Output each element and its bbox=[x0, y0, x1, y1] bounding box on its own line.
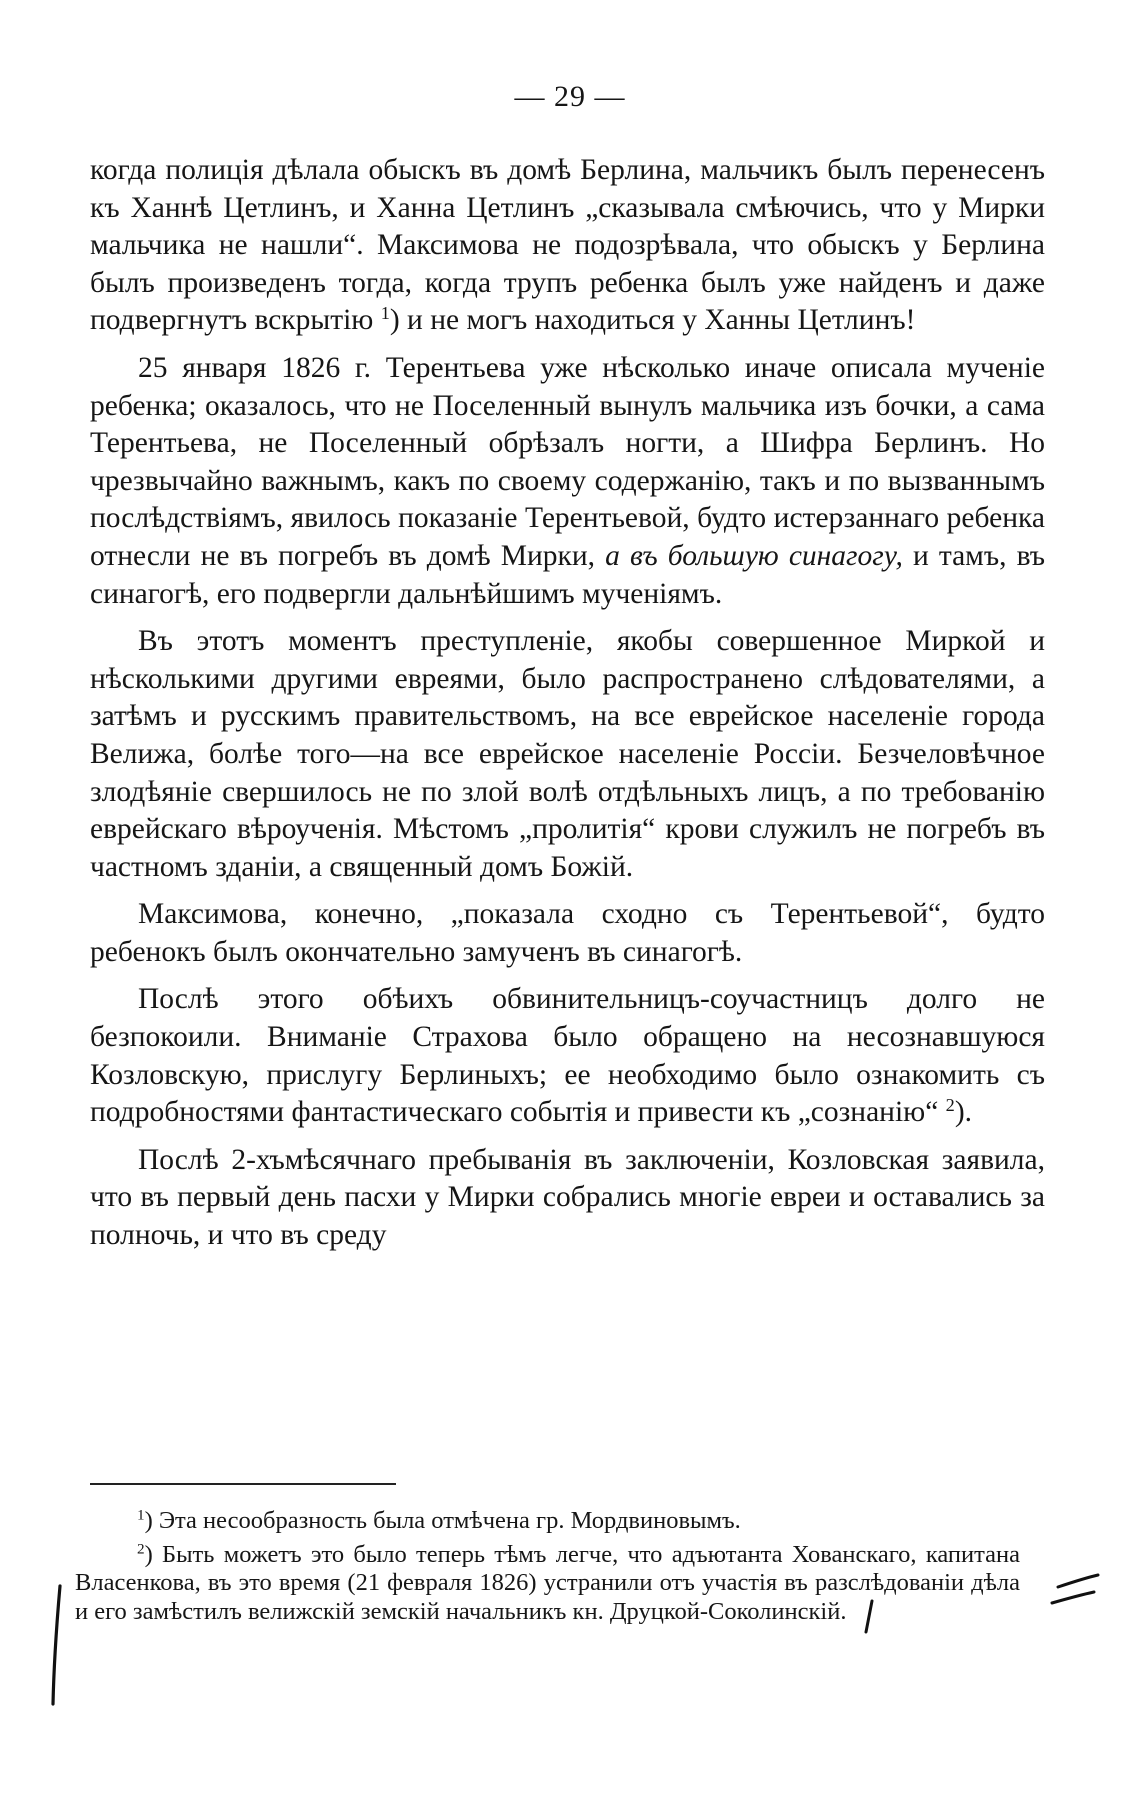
paragraph-5-text: Послѣ этого обѣихъ обвинительницъ-соучастницъ долго не безпокоили. Вниманіе Страхова было обращено на несознавшуюся Козловскую, прислугу Берлиныхъ; ее необходимо было ознакомить съ подробностями фантастическаго событія и привести къ „сознанію“ bbox=[90, 983, 1045, 1129]
paragraph-2 bbox=[90, 350, 1045, 613]
paragraph-1-tail: ) и не могъ находиться у Ханны Цетлинъ! bbox=[389, 304, 916, 337]
footnote-1-mark: 1 bbox=[137, 1506, 145, 1524]
footnotes bbox=[75, 1507, 1020, 1631]
paragraph-2-italic: а въ большую синагогу, bbox=[605, 539, 903, 572]
paragraph-2-text-b: и тамъ, въ синагогѣ, его подвергли дальнѣйшимъ мученіямъ. bbox=[90, 539, 1046, 610]
footnote-divider bbox=[90, 1483, 396, 1485]
footnote-ref-1: 1 bbox=[380, 303, 390, 324]
body-text bbox=[90, 152, 1045, 1265]
left-margin-pencil-mark bbox=[53, 1586, 60, 1704]
paragraph-3: Въ этотъ моментъ преступленіе, якобы совершенное Миркой и нѣсколькими другими евреями, было распространено слѣдователями, а затѣмъ и русскимъ правительствомъ, на все еврейское населеніе города Велижа, болѣе того—на все еврейское населеніе Россіи. Безчеловѣчное злодѣяніе свершилось не по злой волѣ отдѣльныхъ лицъ, а по требованію еврейскаго вѣроученія. Мѣстомъ „пролитія“ крови служилъ не погребъ въ частномъ зданіи, а священный домъ Божій. bbox=[90, 625, 1045, 883]
footnote-2-text: ) Быть можетъ это было теперь тѣмъ легче, что адъютанта Хованскаго, капитана Власенкова, въ это время (21 февраля 1826) устранили отъ участія въ разслѣдованіи дѣла и его замѣстилъ велижскій земскій начальникъ кн. Друцкой-Соколинскій. bbox=[75, 1540, 1020, 1625]
paragraph-6: Послѣ 2-хъмѣсячнаго пребыванія въ заключеніи, Козловская заявила, что въ первый день пасхи у Мирки собрались многіе евреи и оставались за полночь, и что въ среду bbox=[90, 1143, 1045, 1252]
footnote-2 bbox=[75, 1541, 1020, 1627]
paragraph-4: Максимова, конечно, „показала сходно съ Терентьевой“, будто ребенокъ былъ окончательно замученъ въ синагогѣ. bbox=[90, 898, 1045, 968]
footnote-2-mark: 2 bbox=[137, 1540, 145, 1558]
paragraph-5 bbox=[90, 981, 1045, 1131]
footnote-ref-2: 2 bbox=[945, 1095, 955, 1116]
footnote-1 bbox=[75, 1507, 1020, 1536]
paragraph-5-tail: ). bbox=[954, 1096, 973, 1129]
paragraph-2-text-a: 25 января 1826 г. Терентьева уже нѣсколько иначе описала мученіе ребенка; оказалось, что не Поселенный вынулъ мальчика изъ бочки, а сама Терентьева, не Поселенный обрѣзалъ ногти, а Шифра Берлинъ. Но чрезвычайно важнымъ, какъ по своему содержанію, такъ и по вызваннымъ послѣдствіямъ, явилось показаніе Терентьевой, будто истерзаннаго ребенка отнесли не въ погребъ въ домѣ Мирки, bbox=[90, 351, 1045, 572]
footnote-1-text: ) Эта несообразность была отмѣчена гр. Мордвиновымъ. bbox=[144, 1507, 741, 1534]
paragraph-1-text: когда полиція дѣлала обыскъ въ домѣ Берлина, мальчикъ былъ перенесенъ къ Ханнѣ Цетлинъ, и Ханна Цетлинъ „сказывала смѣючись, что у Мирки мальчика не нашли“. Максимова не подозрѣвала, что обыскъ у Берлина былъ произведенъ тогда, когда трупъ ребенка былъ уже найденъ и даже подвергнутъ вскрытію bbox=[90, 154, 1045, 337]
right-margin-equals-mark-bottom bbox=[1052, 1592, 1094, 1603]
page-number: — 29 — bbox=[514, 80, 626, 113]
paragraph-1 bbox=[90, 152, 1045, 340]
right-margin-equals-mark-top bbox=[1058, 1575, 1098, 1587]
